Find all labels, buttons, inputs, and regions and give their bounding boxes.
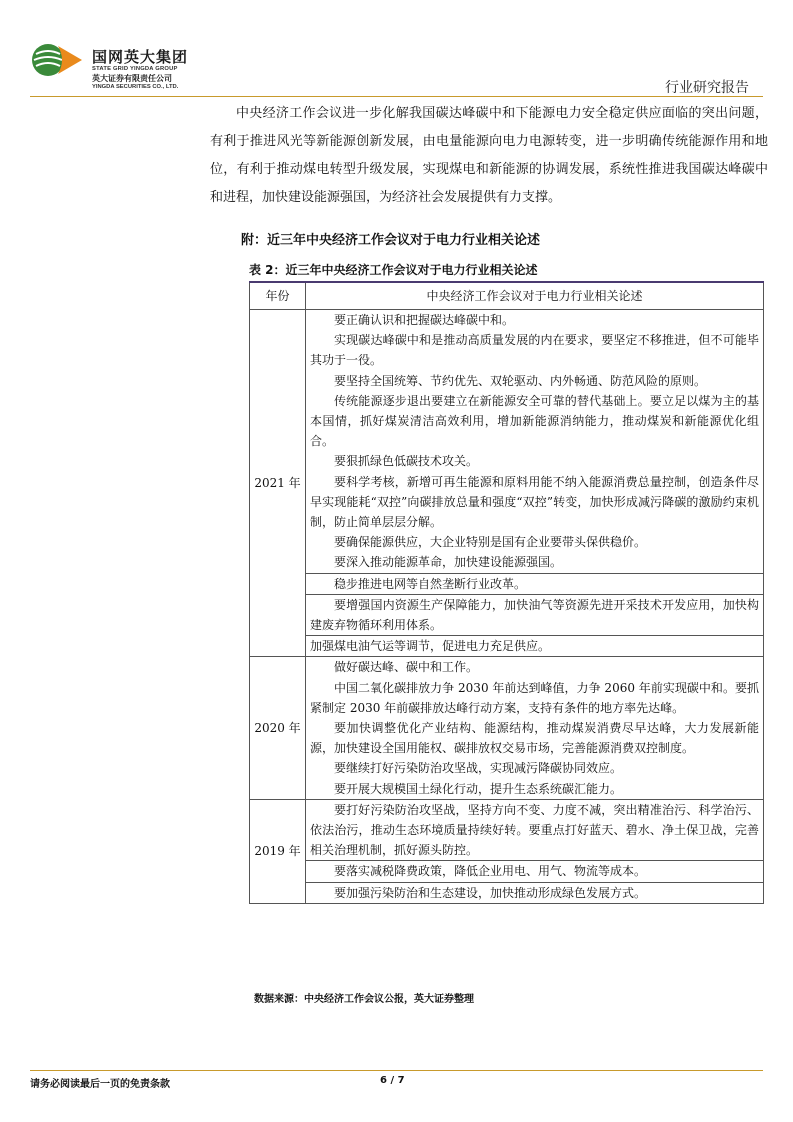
content-line: 要加强污染防治和生态建设，加快推动形成绿色发展方式。 <box>334 885 647 900</box>
content-line: 要落实减税降费政策，降低企业用电、用气、物流等成本。 <box>334 864 647 879</box>
content-line: 要开展大规模国土绿化行动，提升生态系统碳汇能力。 <box>334 781 623 796</box>
content-cell <box>306 594 764 635</box>
content-line: 要狠抓绿色低碳技术攻关。 <box>334 454 479 469</box>
year-cell: 2019 年 <box>250 799 306 903</box>
content-line: 要增强国内资源生产保障能力，加快油气等资源先进开采技术开发应用，加快构建废弃物循环利用体系。 <box>310 597 759 633</box>
content-cell <box>306 636 764 657</box>
year-cell: 2020 年 <box>250 657 306 799</box>
content-cell <box>306 799 764 861</box>
content-line: 实现碳达峰碳中和是推动高质量发展的内在要求，要坚定不移推进，但不可能毕其功于一役。 <box>310 333 759 368</box>
content-cell <box>306 882 764 903</box>
content-cell <box>306 861 764 882</box>
page-number: 6 / 7 <box>380 1075 405 1086</box>
company-name-cn: 国网英大集团 <box>92 48 189 66</box>
content-line: 要继续打好污染防治攻坚战，实现减污降碳协同效应。 <box>334 761 623 776</box>
content-line: 要坚持全国统筹、节约优先、双轮驱动、内外畅通、防范风险的原则。 <box>334 373 707 388</box>
content-line: 传统能源逐步退出要建立在新能源安全可靠的替代基础上。要立足以煤为主的基本国情，抓好煤炭清洁高效利用，增加新能源消纳能力，推动煤炭和新能源优化组合。 <box>310 393 759 449</box>
table-row <box>250 310 764 574</box>
content-cell <box>306 657 764 799</box>
content-line: 中国二氧化碳排放力争 2030 年前达到峰值，力争 2060 年前实现碳中和。要抓紧制定 2030 年前碳排放达峰行动方案，支持有条件的地方率先达峰。 <box>310 680 759 715</box>
header-year: 年份 <box>250 282 306 310</box>
content-line: 要打好污染防治攻坚战，坚持方向不变、力度不减，突出精准治污、科学治污、依法治污，推动生态环境质量持续好转。要重点打好蓝天、碧水、净土保卫战，完善相关治理机制，抓好源头防控。 <box>310 802 759 858</box>
footer-divider <box>30 1070 763 1071</box>
intro-paragraph-text: 中央经济工作会议进一步化解我国碳达峰碳中和下能源电力安全稳定供应面临的突出问题，有利于推进风光等新能源创新发展，由电量能源向电力电源转变，进一步明确传统能源作用和地位，有利于推动煤电转型升级发展，实现煤电和新能源的协调发展，系统性推进我国碳达峰碳中和进程，加快建设能源强国，为经济社会发展提供有力支撑。 <box>210 106 768 205</box>
table-row <box>250 573 764 594</box>
company-logo-icon <box>30 42 84 78</box>
content-line: 稳步推进电网等自然垄断行业改革。 <box>334 576 527 591</box>
data-source-note: 数据来源：中央经济工作会议公报，英大证券整理 <box>254 994 474 1005</box>
footer-disclaimer: 请务必阅读最后一页的免责条款 <box>30 1079 170 1090</box>
header-divider <box>30 96 763 97</box>
securities-name-cn: 英大证券有限责任公司 <box>92 74 172 83</box>
appendix-title: 附：近三年中央经济工作会议对于电力行业相关论述 <box>241 233 541 248</box>
intro-paragraph <box>210 100 768 212</box>
table-caption: 表 2：近三年中央经济工作会议对于电力行业相关论述 <box>249 263 538 277</box>
content-line: 要加快调整优化产业结构、能源结构，推动煤炭消费尽早达峰，大力发展新能源，加快建设全国用能权、碳排放权交易市场，完善能源消费双控制度。 <box>310 721 759 756</box>
content-line: 要确保能源供应，大企业特别是国有企业要带头保供稳价。 <box>334 535 647 550</box>
content-cell <box>306 573 764 594</box>
header-content: 中央经济工作会议对于电力行业相关论述 <box>306 282 764 310</box>
policy-table <box>249 281 764 904</box>
table-row <box>250 594 764 635</box>
content-line: 做好碳达峰、碳中和工作。 <box>334 660 479 675</box>
table-row <box>250 657 764 799</box>
content-line: 加强煤电油气运等调节，促进电力充足供应。 <box>310 639 551 654</box>
securities-name-en: YINGDA SECURITIES CO., LTD. <box>92 84 179 90</box>
content-line: 要正确认识和把握碳达峰碳中和。 <box>334 313 515 327</box>
table-row <box>250 636 764 657</box>
table-row <box>250 799 764 861</box>
content-line: 要科学考核，新增可再生能源和原料用能不纳入能源消费总量控制，创造条件尽早实现能耗“双控”向碳排放总量和强度“双控”转变，加快形成减污降碳的激励约束机制，防止简单层层分解。 <box>310 474 759 530</box>
report-type-label: 行业研究报告 <box>665 80 749 96</box>
year-cell: 2021 年 <box>250 310 306 657</box>
table-row <box>250 882 764 903</box>
table-header-row <box>250 282 764 310</box>
content-cell <box>306 310 764 574</box>
content-line: 要深入推动能源革命，加快建设能源强国。 <box>334 555 563 570</box>
table-row <box>250 861 764 882</box>
company-name-en: STATE GRID YINGDA GROUP <box>92 66 178 72</box>
